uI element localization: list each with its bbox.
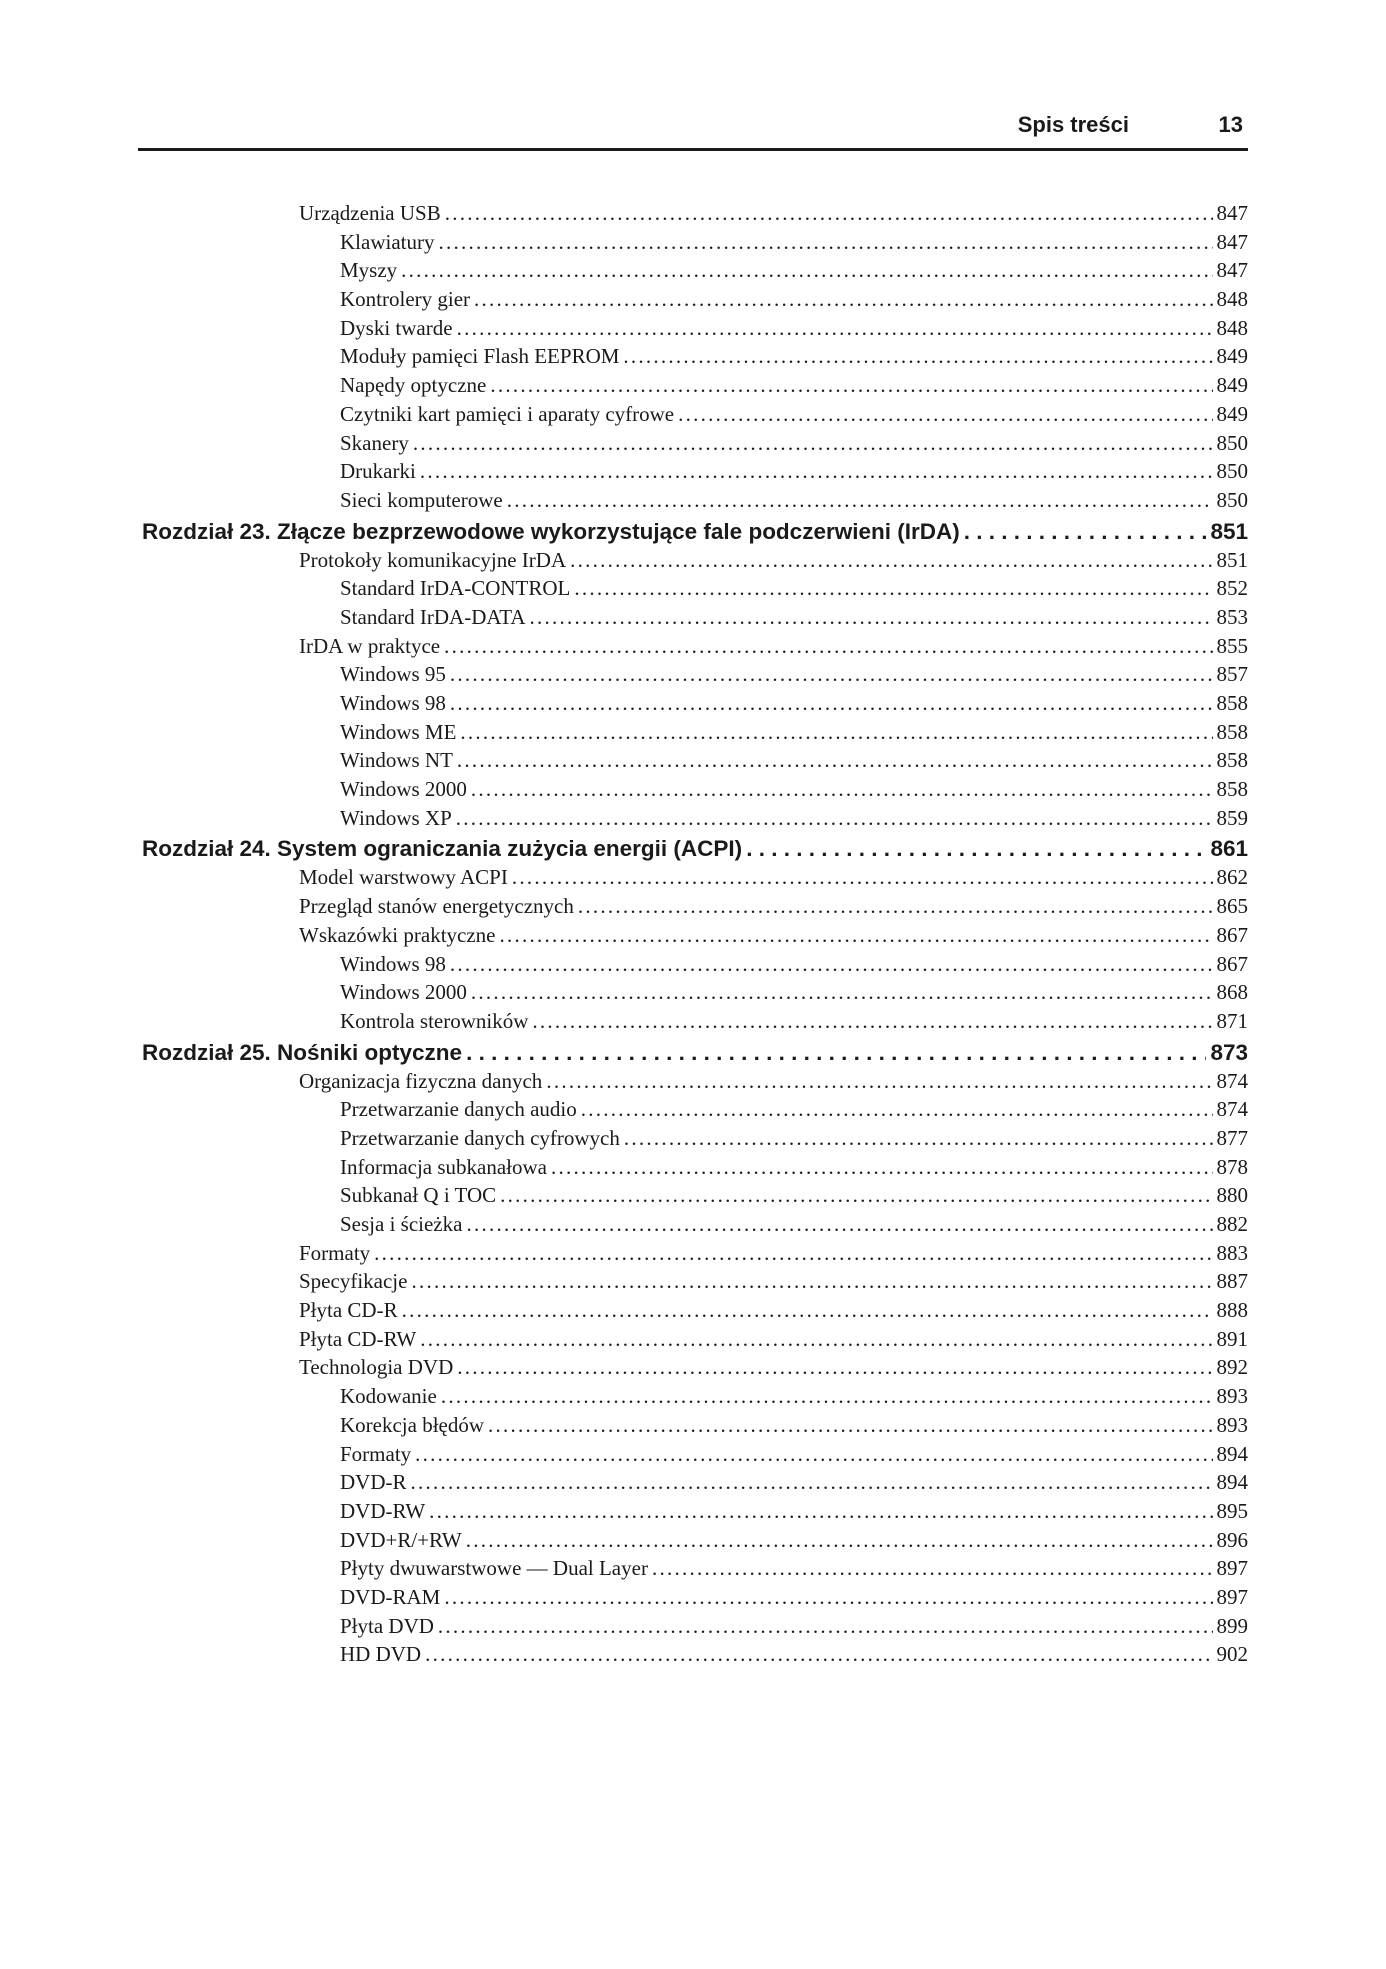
toc-entry-page: 847 (1217, 199, 1249, 228)
dot-leader (574, 574, 1212, 603)
toc-entry (340, 285, 1248, 314)
toc-entry-label: IrDA w praktyce (299, 632, 440, 661)
dot-leader (438, 228, 1212, 257)
dot-leader (456, 804, 1213, 833)
toc-entry-page: 873 (1210, 1039, 1248, 1065)
toc-entry-label: Organizacja fizyczna danych (299, 1067, 542, 1096)
toc-entry (340, 978, 1248, 1007)
toc-entry (340, 1095, 1248, 1124)
toc-entry-page: 858 (1217, 689, 1249, 718)
toc-entry-page: 859 (1217, 804, 1249, 833)
toc-entry-page: 850 (1217, 457, 1249, 486)
toc-entry-page: 855 (1217, 632, 1249, 661)
toc-entry-label: Dyski twarde (340, 314, 453, 343)
toc-entry (340, 1554, 1248, 1583)
toc-entry-page: 858 (1217, 775, 1249, 804)
dot-leader (623, 342, 1212, 371)
toc-entry-label: Formaty (340, 1440, 411, 1469)
toc-entry-page: 851 (1217, 546, 1249, 575)
toc-entry-page: 850 (1217, 486, 1249, 515)
toc-entry-page: 861 (1210, 836, 1248, 862)
toc-entry (340, 371, 1248, 400)
toc-entry (340, 1612, 1248, 1641)
header-title: Spis treści (1017, 112, 1129, 137)
dot-leader (551, 1153, 1213, 1182)
toc-entry-label: Napędy optyczne (340, 371, 486, 400)
toc-entry-page: 851 (1210, 518, 1248, 544)
toc-entry (340, 256, 1248, 285)
dot-leader (546, 1067, 1212, 1096)
toc-entry-page: 880 (1217, 1181, 1249, 1210)
dot-leader (746, 835, 1206, 863)
toc-entry-label: Sieci komputerowe (340, 486, 503, 515)
toc-entry-label: Windows 2000 (340, 775, 467, 804)
dot-leader (488, 1411, 1212, 1440)
toc-entry-label: Myszy (340, 256, 397, 285)
toc-entry-page: 887 (1217, 1267, 1249, 1296)
dot-leader (471, 775, 1213, 804)
toc-entry-label: Płyta CD-R (299, 1296, 398, 1325)
toc-entry-label: Standard IrDA-CONTROL (340, 574, 570, 603)
dot-leader (441, 1382, 1213, 1411)
running-header (138, 108, 1248, 151)
toc-entry-page: 888 (1217, 1296, 1249, 1325)
toc-entry-page: 877 (1217, 1124, 1249, 1153)
toc-entry (340, 1497, 1248, 1526)
toc-entry-label: Sesja i ścieżka (340, 1210, 462, 1239)
toc-entry-page: 865 (1217, 892, 1249, 921)
toc-entry-label: Protokoły komunikacyjne IrDA (299, 546, 566, 575)
toc-entry-page: 858 (1217, 746, 1249, 775)
toc-entry (340, 1210, 1248, 1239)
toc-entry (299, 921, 1248, 950)
toc-entry-label: Płyty dwuwarstwowe — Dual Layer (340, 1554, 648, 1583)
toc-entry-label: DVD-RAM (340, 1583, 440, 1612)
toc-entry (299, 199, 1248, 228)
toc-entry (340, 775, 1248, 804)
toc-entry (299, 1267, 1248, 1296)
toc-entry-page: 848 (1217, 314, 1249, 343)
toc-entry-page: 891 (1217, 1325, 1249, 1354)
dot-leader (500, 1181, 1212, 1210)
dot-leader (444, 1583, 1212, 1612)
toc-entry (299, 546, 1248, 575)
dot-leader (438, 1612, 1213, 1641)
toc-entry (340, 1440, 1248, 1469)
dot-leader (415, 1440, 1212, 1469)
toc-entry-page: 868 (1217, 978, 1249, 1007)
dot-leader (532, 1007, 1212, 1036)
toc-entry-label: Specyfikacje (299, 1267, 407, 1296)
dot-leader (457, 314, 1213, 343)
toc-entry-label: Windows 2000 (340, 978, 467, 1007)
toc-entry-label: Formaty (299, 1239, 370, 1268)
toc-entry (340, 1007, 1248, 1036)
toc-entry-page: 882 (1217, 1210, 1249, 1239)
toc-entry (299, 863, 1248, 892)
toc-entry (340, 314, 1248, 343)
toc-entry-label: Urządzenia USB (299, 199, 441, 228)
toc-entry-page: 858 (1217, 718, 1249, 747)
toc-entry-label: DVD-RW (340, 1497, 425, 1526)
toc-entry-page: 893 (1217, 1411, 1249, 1440)
toc-entry (340, 746, 1248, 775)
dot-leader (425, 1640, 1212, 1669)
toc-entry-page: 849 (1217, 342, 1249, 371)
dot-leader (401, 256, 1212, 285)
toc-entry (340, 1640, 1248, 1669)
toc-entry (340, 950, 1248, 979)
toc-entry-page: 897 (1217, 1554, 1249, 1583)
header-page-number: 13 (1218, 112, 1243, 137)
toc-entry-page: 847 (1217, 256, 1249, 285)
dot-leader (512, 863, 1213, 892)
toc-chapter-entry (142, 1039, 1248, 1067)
dot-leader (466, 1210, 1212, 1239)
toc-entry (340, 1124, 1248, 1153)
toc-entry-page: 847 (1217, 228, 1249, 257)
toc-entry (340, 603, 1248, 632)
toc-entry-page: 849 (1217, 400, 1249, 429)
toc-entry (340, 804, 1248, 833)
dot-leader (374, 1239, 1212, 1268)
toc-entry (340, 429, 1248, 458)
toc-entry-label: Wskazówki praktyczne (299, 921, 496, 950)
toc-entry-label: HD DVD (340, 1640, 421, 1669)
toc-entry-page: 850 (1217, 429, 1249, 458)
toc-entry-page: 871 (1217, 1007, 1249, 1036)
toc-entry-page: 874 (1217, 1067, 1249, 1096)
dot-leader (581, 1095, 1213, 1124)
toc-entry (340, 1583, 1248, 1612)
dot-leader (471, 978, 1213, 1007)
dot-leader (652, 1554, 1213, 1583)
toc-entry-label: Technologia DVD (299, 1353, 453, 1382)
toc-entry-label: Korekcja błędów (340, 1411, 484, 1440)
toc-entry (340, 1181, 1248, 1210)
toc-entry-label: Standard IrDA-DATA (340, 603, 526, 632)
toc-entry (299, 892, 1248, 921)
toc-chapter-entry (142, 518, 1248, 546)
toc-entry-page: 897 (1217, 1583, 1249, 1612)
toc-entry-page: 896 (1217, 1526, 1249, 1555)
dot-leader (678, 400, 1212, 429)
toc-entry (340, 228, 1248, 257)
toc-entry (340, 457, 1248, 486)
dot-leader (474, 285, 1212, 314)
toc-entry (340, 1153, 1248, 1182)
dot-leader (457, 746, 1213, 775)
toc-entry-label: Informacja subkanałowa (340, 1153, 547, 1182)
dot-leader (457, 1353, 1212, 1382)
toc-entry-label: Windows 95 (340, 660, 446, 689)
toc-entry (340, 486, 1248, 515)
dot-leader (570, 546, 1212, 575)
toc-entry-label: Rozdział 25. Nośniki optyczne (142, 1039, 463, 1065)
toc-entry-page: 867 (1217, 921, 1249, 950)
dot-leader (578, 892, 1213, 921)
toc-entry (340, 400, 1248, 429)
dot-leader (500, 921, 1213, 950)
toc-entry-label: DVD+R/+RW (340, 1526, 462, 1555)
toc-entry (299, 1325, 1248, 1354)
toc-entry-page: 867 (1217, 950, 1249, 979)
dot-leader (460, 718, 1212, 747)
dot-leader (413, 429, 1213, 458)
dot-leader (490, 371, 1212, 400)
dot-leader (420, 457, 1213, 486)
toc-entry-label: Przetwarzanie danych audio (340, 1095, 577, 1124)
toc-entry-label: Kontrola sterowników (340, 1007, 528, 1036)
toc-entry (340, 1468, 1248, 1497)
dot-leader (450, 950, 1213, 979)
dot-leader (964, 518, 1207, 546)
toc-entry-page: 883 (1217, 1239, 1249, 1268)
toc-entry-page: 849 (1217, 371, 1249, 400)
dot-leader (444, 632, 1212, 661)
toc-entry (299, 1296, 1248, 1325)
toc-entry (299, 1067, 1248, 1096)
toc-entry-page: 852 (1217, 574, 1249, 603)
toc-entry-label: Przegląd stanów energetycznych (299, 892, 574, 921)
dot-leader (411, 1267, 1212, 1296)
toc-entry (340, 689, 1248, 718)
toc-entry-label: Rozdział 23. Złącze bezprzewodowe wykorzystujące fale podczerwieni (IrDA) (142, 518, 960, 544)
toc-entry-page: 894 (1217, 1468, 1249, 1497)
toc-entry-label: DVD-R (340, 1468, 407, 1497)
toc-entry-label: Windows 98 (340, 689, 446, 718)
toc-entry-page: 899 (1217, 1612, 1249, 1641)
toc-entry (299, 1353, 1248, 1382)
toc-entry-page: 862 (1217, 863, 1249, 892)
toc-entry (340, 574, 1248, 603)
toc-entry (340, 660, 1248, 689)
toc-entry-label: Rozdział 24. System ograniczania zużycia energii (ACPI) (142, 836, 743, 862)
toc-entry-page: 895 (1217, 1497, 1249, 1526)
dot-leader (466, 1039, 1206, 1067)
table-of-contents (0, 199, 1386, 1669)
toc-entry (299, 632, 1248, 661)
toc-entry (340, 342, 1248, 371)
dot-leader (450, 660, 1213, 689)
toc-entry (340, 718, 1248, 747)
dot-leader (466, 1526, 1213, 1555)
toc-chapter-entry (142, 835, 1248, 863)
dot-leader (507, 486, 1213, 515)
dot-leader (420, 1325, 1212, 1354)
toc-entry-label: Windows ME (340, 718, 456, 747)
dot-leader (402, 1296, 1213, 1325)
toc-entry-page: 878 (1217, 1153, 1249, 1182)
toc-entry-label: Windows 98 (340, 950, 446, 979)
dot-leader (450, 689, 1213, 718)
toc-entry-label: Windows XP (340, 804, 452, 833)
toc-entry-label: Moduły pamięci Flash EEPROM (340, 342, 619, 371)
dot-leader (530, 603, 1213, 632)
dot-leader (624, 1124, 1213, 1153)
toc-entry-label: Klawiatury (340, 228, 434, 257)
toc-entry (340, 1411, 1248, 1440)
toc-entry-label: Kodowanie (340, 1382, 437, 1411)
toc-entry-page: 894 (1217, 1440, 1249, 1469)
toc-entry-page: 857 (1217, 660, 1249, 689)
toc-entry (340, 1382, 1248, 1411)
toc-entry-page: 848 (1217, 285, 1249, 314)
toc-entry-label: Płyta CD-RW (299, 1325, 416, 1354)
toc-entry-label: Drukarki (340, 457, 416, 486)
dot-leader (445, 199, 1213, 228)
toc-entry-label: Kontrolery gier (340, 285, 470, 314)
toc-entry-label: Czytniki kart pamięci i aparaty cyfrowe (340, 400, 674, 429)
toc-entry-label: Model warstwowy ACPI (299, 863, 508, 892)
dot-leader (429, 1497, 1212, 1526)
toc-entry-page: 902 (1217, 1640, 1249, 1669)
toc-entry-page: 893 (1217, 1382, 1249, 1411)
toc-entry-label: Przetwarzanie danych cyfrowych (340, 1124, 620, 1153)
dot-leader (411, 1468, 1213, 1497)
toc-entry-page: 874 (1217, 1095, 1249, 1124)
toc-entry-page: 853 (1217, 603, 1249, 632)
toc-entry-page: 892 (1217, 1353, 1249, 1382)
toc-entry-label: Subkanał Q i TOC (340, 1181, 496, 1210)
toc-entry-label: Skanery (340, 429, 409, 458)
toc-entry (340, 1526, 1248, 1555)
toc-entry-label: Płyta DVD (340, 1612, 434, 1641)
toc-entry (299, 1239, 1248, 1268)
toc-entry-label: Windows NT (340, 746, 453, 775)
